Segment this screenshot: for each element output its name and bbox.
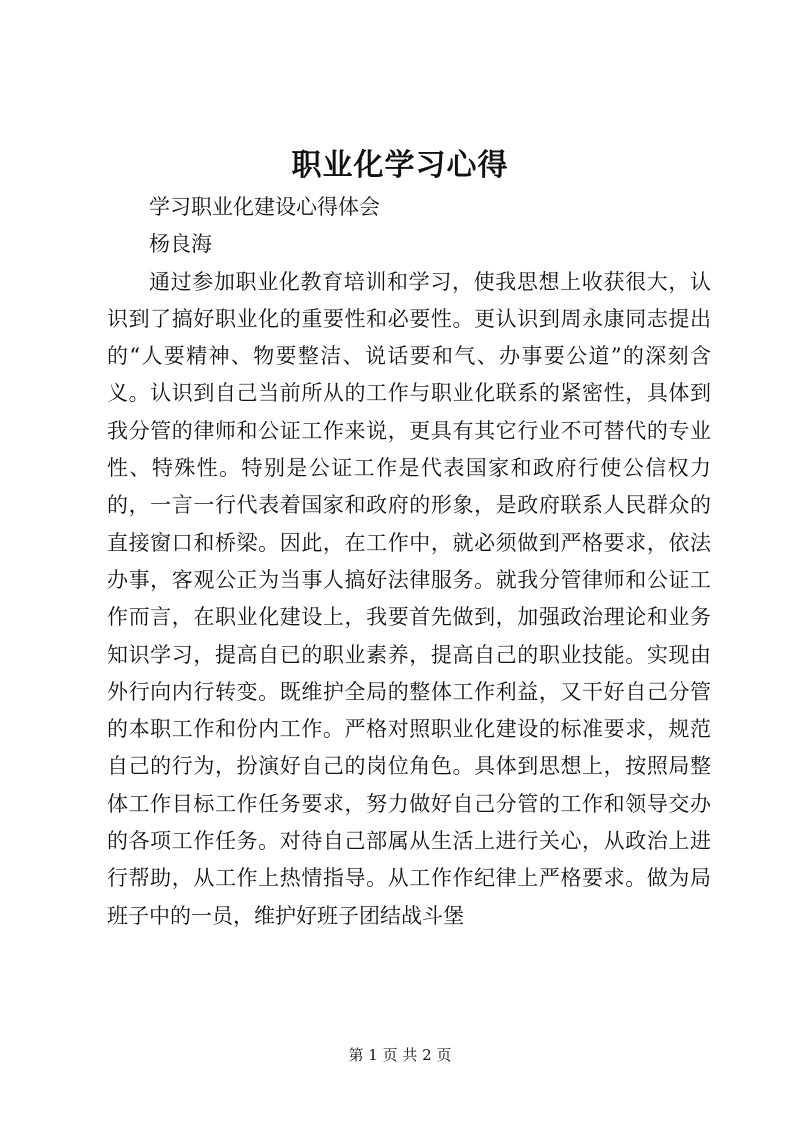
subtitle-line: 学习职业化建设心得体会	[149, 195, 380, 219]
page-footer: 第 1 页 共 2 页	[348, 1046, 452, 1064]
author-line: 杨良海	[149, 232, 212, 257]
body-paragraph: 通过参加职业化教育培训和学习，使我思想上收获很大，认识到了搞好职业化的重要性和必要性。更认识到周永康同志提出的“人要精神、物要整洁、说话要和气、办事要公道”的深刻含义。认识到自己当前所从的工作与职业化联系的紧密性，具体到我分管的律师和公证工作来说，更具有其它行业不可替代的专业性、特殊性。特别是公证工作是代表国家和政府行使公信权力的，一言一行代表着国家和政府的形象，是政府联系人民群众的直接窗口和桥梁。因此，在工作中，就必须做到严格要求，依法办事，客观公正为当事人搞好法律服务。就我分管律师和公证工作而言，在职业化建设上，我要首先做到，加强政治理论和业务知识学习，提高自已的职业素养，提高自己的职业技能。实现由外行向内行转变。既维护全局的整体工作利益，又干好自己分管的本职工作和份内工作。严格对照职业化建设的标准要求，规范自己的行为，扮演好自己的岗位角色。具体到思想上，按照局整体工作目标工作任务要求，努力做好自己分管的工作和领导交办的各项工作任务。对待自己部属从生活上进行关心，从政治上进行帮助，从工作上热情指导。从工作作纪律上严格要求。做为局班子中的一员，维护好班子团结战斗堡	[107, 269, 711, 928]
document-body	[107, 189, 711, 935]
document-title: 职业化学习心得	[291, 148, 509, 183]
